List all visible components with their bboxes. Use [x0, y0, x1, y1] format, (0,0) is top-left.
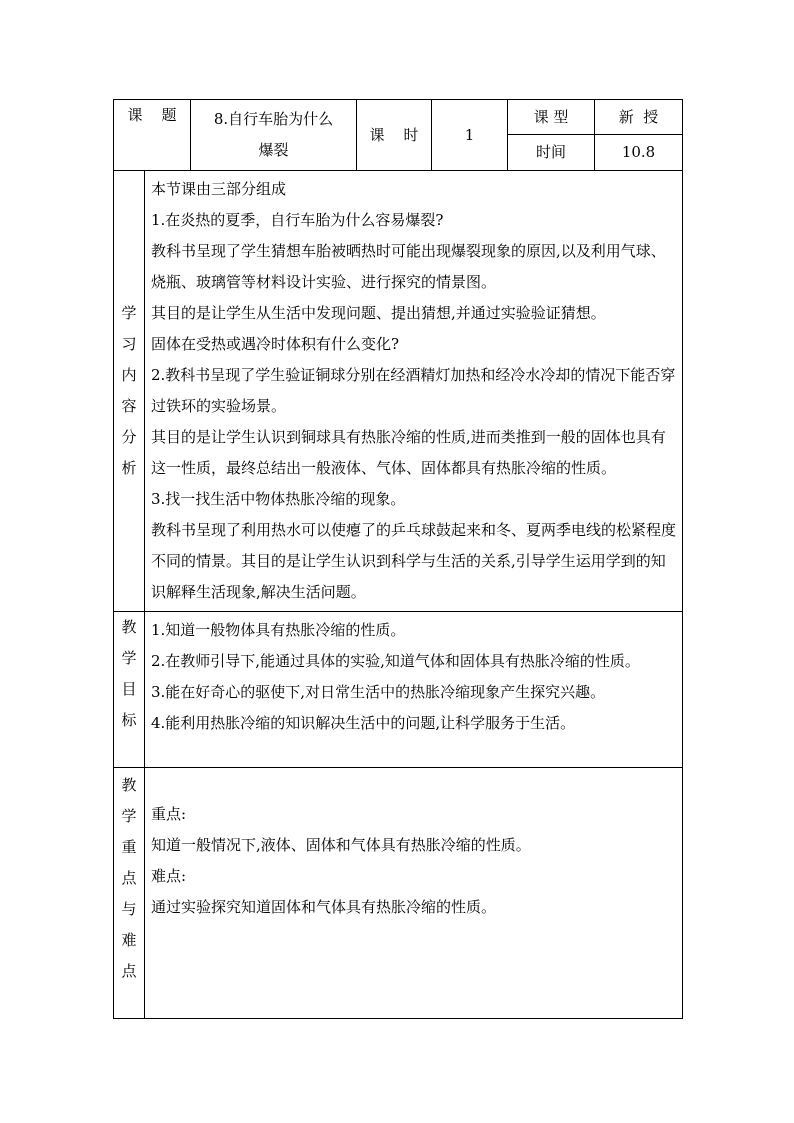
analysis-side-label	[114, 171, 145, 612]
analysis-line: 其目的是让学生认识到铜球具有热胀冷缩的性质,进而类推到一般的固体也具有这一性质，最终总结出一般液体、气体、固体都具有热胀冷缩的性质。	[151, 428, 666, 477]
goal-line: 1.知道一般物体具有热胀冷缩的性质。	[151, 621, 406, 639]
label-char: 习	[121, 335, 137, 353]
label-char: 与	[121, 900, 137, 918]
label-char: 析	[121, 459, 137, 477]
label-char: 目	[121, 680, 137, 698]
label-char: 点	[121, 962, 137, 980]
label-char: 教	[121, 776, 137, 794]
analysis-line: 教科书呈现了利用热水可以使瘪了的乒乓球鼓起来和冬、夏两季电线的松紧程度不同的情景。其目的是让学生认识到科学与生活的关系,引导学生运用学到的知识解释生活现象,解决生活问题。	[151, 521, 677, 601]
analysis-line: 2.教科书呈现了学生验证铜球分别在经酒精灯加热和经冷水冷却的情况下能否穿过铁环的实验场景。	[151, 366, 676, 415]
type-label: 课 型	[508, 100, 595, 135]
time-value: 10.8	[595, 135, 683, 171]
lesson-plan-table	[113, 99, 683, 1019]
lesson-label: 课 题	[114, 100, 191, 171]
analysis-line: 本节课由三部分组成	[151, 180, 287, 198]
goal-line: 2.在教师引导下,能通过具体的实验,知道气体和固体具有热胀冷缩的性质。	[151, 652, 640, 670]
label-char: 重	[121, 838, 137, 856]
period-label: 课 时	[357, 100, 432, 171]
focus-content	[145, 768, 683, 1019]
key-point-label: 重点:	[151, 805, 187, 823]
difficulty-text: 通过实验探究知道固体和气体具有热胀冷缩的性质。	[151, 898, 497, 916]
analysis-line: 教科书呈现了学生猜想车胎被晒热时可能出现爆裂现象的原因,以及利用气球、烧瓶、玻璃管等材料设计实验、进行探究的情景图。	[151, 242, 666, 291]
label-char: 内	[121, 366, 137, 384]
goal-line: 3.能在好奇心的驱使下,对日常生活中的热胀冷缩现象产生探究兴趣。	[151, 683, 606, 701]
goals-content	[145, 612, 683, 768]
lesson-title: 8.自行车胎为什么爆裂	[191, 100, 357, 171]
difficulty-label: 难点:	[151, 867, 187, 885]
label-char: 学	[121, 649, 137, 667]
label-char: 分	[121, 428, 137, 446]
label-char: 标	[121, 711, 137, 729]
label-char: 容	[121, 397, 137, 415]
label-char: 学	[121, 304, 137, 322]
time-label: 时间	[508, 135, 595, 171]
label-char: 学	[121, 807, 137, 825]
analysis-line: 3.找一找生活中物体热胀冷缩的现象。	[151, 490, 406, 508]
focus-side-label	[114, 768, 145, 1019]
type-value: 新 授	[595, 100, 683, 135]
analysis-line: 其目的是让学生从生活中发现问题、提出猜想,并通过实验验证猜想。	[151, 304, 606, 322]
period-value: 1	[432, 100, 508, 171]
goals-side-label	[114, 612, 145, 768]
goal-line: 4.能利用热胀冷缩的知识解决生活中的问题,让科学服务于生活。	[151, 714, 576, 732]
analysis-content	[145, 171, 683, 612]
label-char: 点	[121, 869, 137, 887]
analysis-line: 固体在受热或遇冷时体积有什么变化?	[151, 335, 400, 353]
label-char: 教	[121, 618, 137, 636]
key-point-text: 知道一般情况下,液体、固体和气体具有热胀冷缩的性质。	[151, 836, 531, 854]
label-char: 难	[121, 931, 137, 949]
analysis-line: 1.在炎热的夏季，自行车胎为什么容易爆裂?	[151, 211, 444, 229]
